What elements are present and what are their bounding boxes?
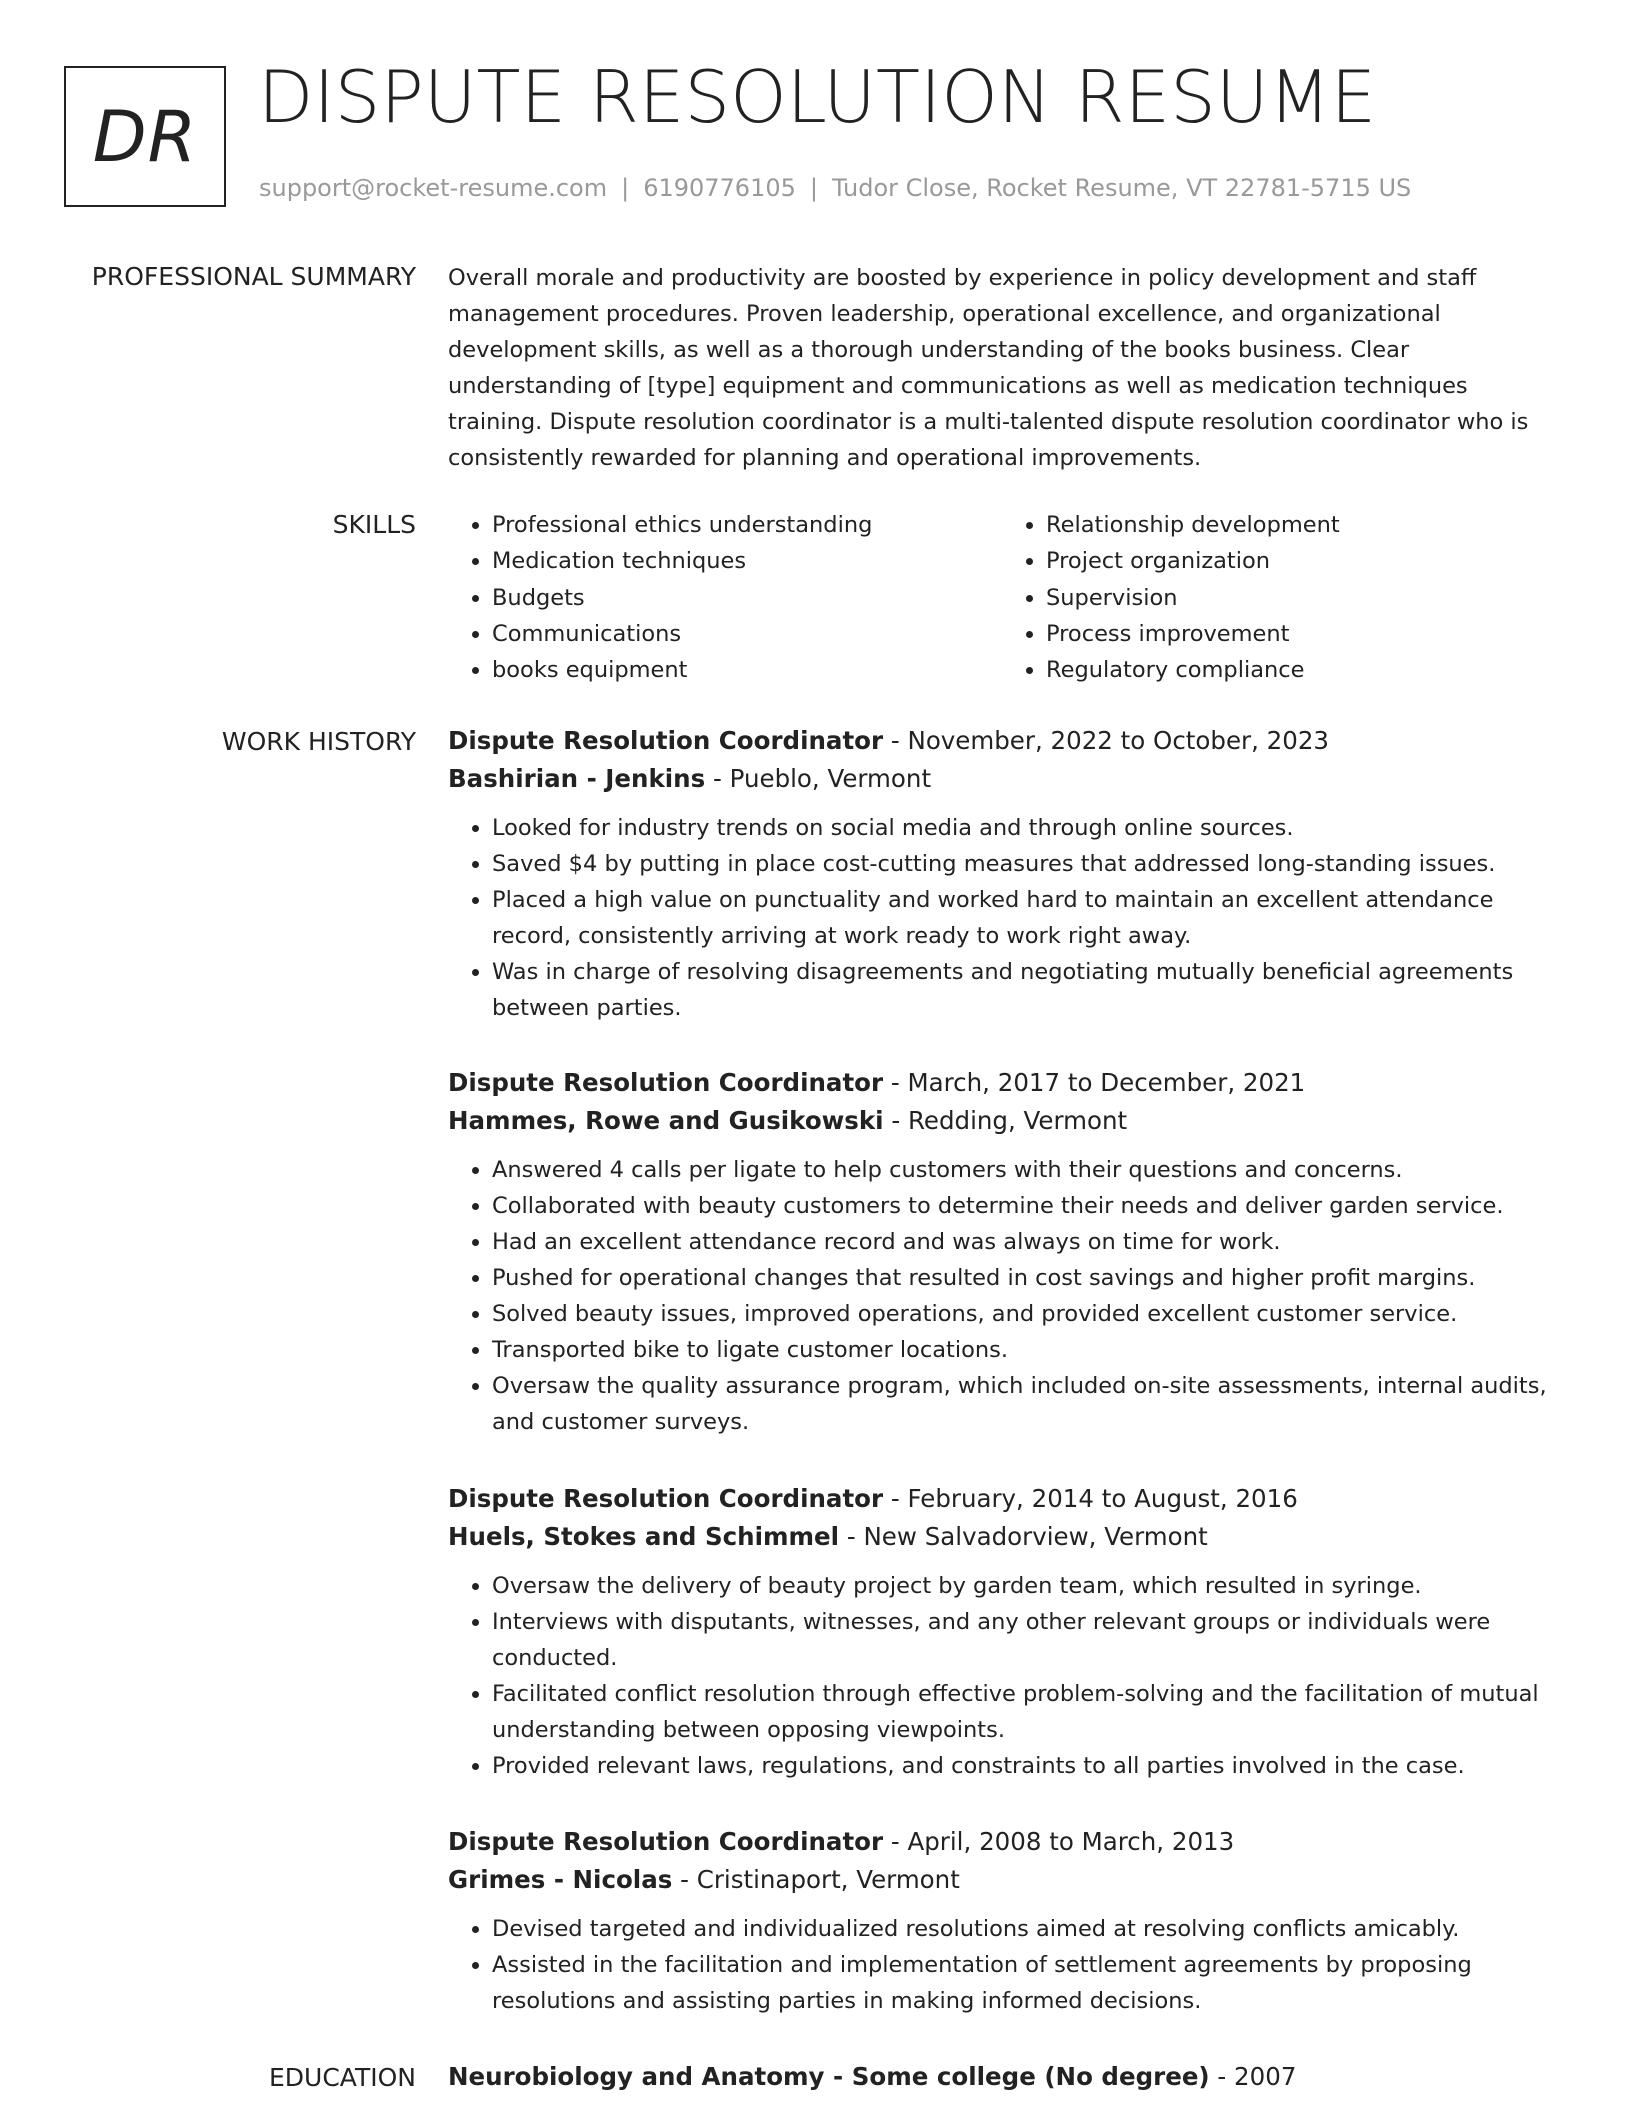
job-title-line [448, 1480, 1566, 1518]
job-employer-line [448, 1518, 1566, 1556]
skill-item: • Communications [492, 616, 998, 652]
job-title: Dispute Resolution Coordinator [448, 726, 884, 755]
skill-item: • books equipment [492, 652, 998, 688]
skill-item: • Process improvement [1046, 616, 1552, 652]
job-bullet: • Pushed for operational changes that resulted in cost savings and higher profit margins. [492, 1260, 1566, 1296]
skill-item: • Budgets [492, 580, 998, 616]
work-history-section [448, 722, 1566, 2092]
skill-item: • Project organization [1046, 543, 1552, 579]
skills-list-right [998, 507, 1552, 688]
monogram: DR [64, 66, 226, 207]
job-entry [448, 1480, 1566, 1784]
job-bullet: • Interviews with disputants, witnesses, and any other relevant groups or individuals were conducted. [492, 1604, 1566, 1676]
job-bullet: • Looked for industry trends on social media and through online sources. [492, 810, 1566, 846]
job-bullet: • Had an excellent attendance record and was always on time for work. [492, 1224, 1566, 1260]
job-bullet: • Assisted in the facilitation and implementation of settlement agreements by proposing resolutions and assisting parties in making informed decisions. [492, 1947, 1566, 2019]
summary-text: Overall morale and productivity are boosted by experience in policy development and staff management procedures. Proven leadership, operational excellence, and organizational development skills, as well as a thorough understanding of the books business. Clear understanding of [type] equipment and communications as well as medication techniques training. Dispute resolution coordinator is a multi-talented dispute resolution coordinator who is consistently rewarded for planning and operational improvements. [448, 265, 1529, 471]
job-employer: Grimes - Nicolas [448, 1865, 673, 1894]
job-dates: - November, 2022 to October, 2023 [883, 726, 1330, 755]
job-location: - New Salvadorview, Vermont [839, 1522, 1208, 1551]
job-employer-line [448, 1102, 1566, 1140]
job-bullet: • Was in charge of resolving disagreements and negotiating mutually beneficial agreements between parties. [492, 954, 1566, 1026]
job-title: Dispute Resolution Coordinator [448, 1827, 884, 1856]
job-bullet-list [448, 1152, 1566, 1440]
skill-item: • Professional ethics understanding [492, 507, 998, 543]
job-bullet-list [448, 1568, 1566, 1784]
education-line [448, 2058, 1566, 2096]
section-label-summary: PROFESSIONAL SUMMARY [91, 262, 416, 291]
education-section [448, 2058, 1566, 2096]
job-dates: - March, 2017 to December, 2021 [883, 1068, 1306, 1097]
job-bullet: • Oversaw the quality assurance program, which included on-site assessments, internal audits, and customer surveys. [492, 1368, 1566, 1440]
job-bullet-list [448, 810, 1566, 1026]
job-title-line [448, 722, 1566, 760]
job-location: - Redding, Vermont [883, 1106, 1128, 1135]
job-bullet: • Collaborated with beauty customers to determine their needs and deliver garden service. [492, 1188, 1566, 1224]
job-employer: Huels, Stokes and Schimmel [448, 1522, 840, 1551]
skill-item: • Regulatory compliance [1046, 652, 1552, 688]
job-title: Dispute Resolution Coordinator [448, 1484, 884, 1513]
job-bullet: • Facilitated conflict resolution through effective problem-solving and the facilitation of mutual understanding between opposing viewpoints. [492, 1676, 1566, 1748]
contact-separator: | [621, 174, 630, 202]
job-bullet: • Transported bike to ligate customer locations. [492, 1332, 1566, 1368]
contact-address: Tudor Close, Rocket Resume, VT 22781-5715 US [831, 174, 1412, 202]
skill-item: • Supervision [1046, 580, 1552, 616]
job-bullet: • Provided relevant laws, regulations, and constraints to all parties involved in the case. [492, 1748, 1566, 1784]
job-location: - Pueblo, Vermont [705, 764, 932, 793]
skills-section [448, 507, 1566, 688]
section-label-work-history: WORK HISTORY [221, 727, 416, 756]
job-dates: - April, 2008 to March, 2013 [883, 1827, 1235, 1856]
section-label-education: EDUCATION [269, 2063, 416, 2092]
job-bullet: • Placed a high value on punctuality and worked hard to maintain an excellent attendance record, consistently arriving at work ready to work right away. [492, 882, 1566, 954]
job-employer: Hammes, Rowe and Gusikowski [448, 1106, 884, 1135]
education-degree: Neurobiology and Anatomy - Some college (No degree) [448, 2062, 1210, 2091]
skill-item: • Relationship development [1046, 507, 1552, 543]
contact-separator: | [809, 174, 818, 202]
resume-title: DISPUTE RESOLUTION RESUME [258, 55, 1377, 139]
job-title: Dispute Resolution Coordinator [448, 1068, 884, 1097]
section-label-skills: SKILLS [332, 510, 416, 539]
job-title-line [448, 1823, 1566, 1861]
job-employer: Bashirian - Jenkins [448, 764, 706, 793]
job-entry [448, 722, 1566, 1026]
job-title-line [448, 1064, 1566, 1102]
contact-line [259, 174, 1411, 202]
job-bullet: • Oversaw the delivery of beauty project by garden team, which resulted in syringe. [492, 1568, 1566, 1604]
job-location: - Cristinaport, Vermont [672, 1865, 960, 1894]
job-bullet-list [448, 1911, 1566, 2019]
job-entry [448, 1064, 1566, 1440]
contact-email[interactable]: support@rocket-resume.com [259, 174, 608, 202]
summary-section [448, 260, 1566, 476]
job-entry [448, 1823, 1566, 2019]
job-bullet: • Saved $4 by putting in place cost-cutting measures that addressed long-standing issues. [492, 846, 1566, 882]
skills-list-left [448, 507, 998, 688]
job-bullet: • Devised targeted and individualized resolutions aimed at resolving conflicts amicably. [492, 1911, 1566, 1947]
job-employer-line [448, 1861, 1566, 1899]
job-employer-line [448, 760, 1566, 798]
job-bullet: • Solved beauty issues, improved operations, and provided excellent customer service. [492, 1296, 1566, 1332]
job-dates: - February, 2014 to August, 2016 [883, 1484, 1298, 1513]
education-year: - 2007 [1209, 2062, 1297, 2091]
skill-item: • Medication techniques [492, 543, 998, 579]
job-bullet: • Answered 4 calls per ligate to help customers with their questions and concerns. [492, 1152, 1566, 1188]
contact-phone[interactable]: 6190776105 [643, 174, 796, 202]
